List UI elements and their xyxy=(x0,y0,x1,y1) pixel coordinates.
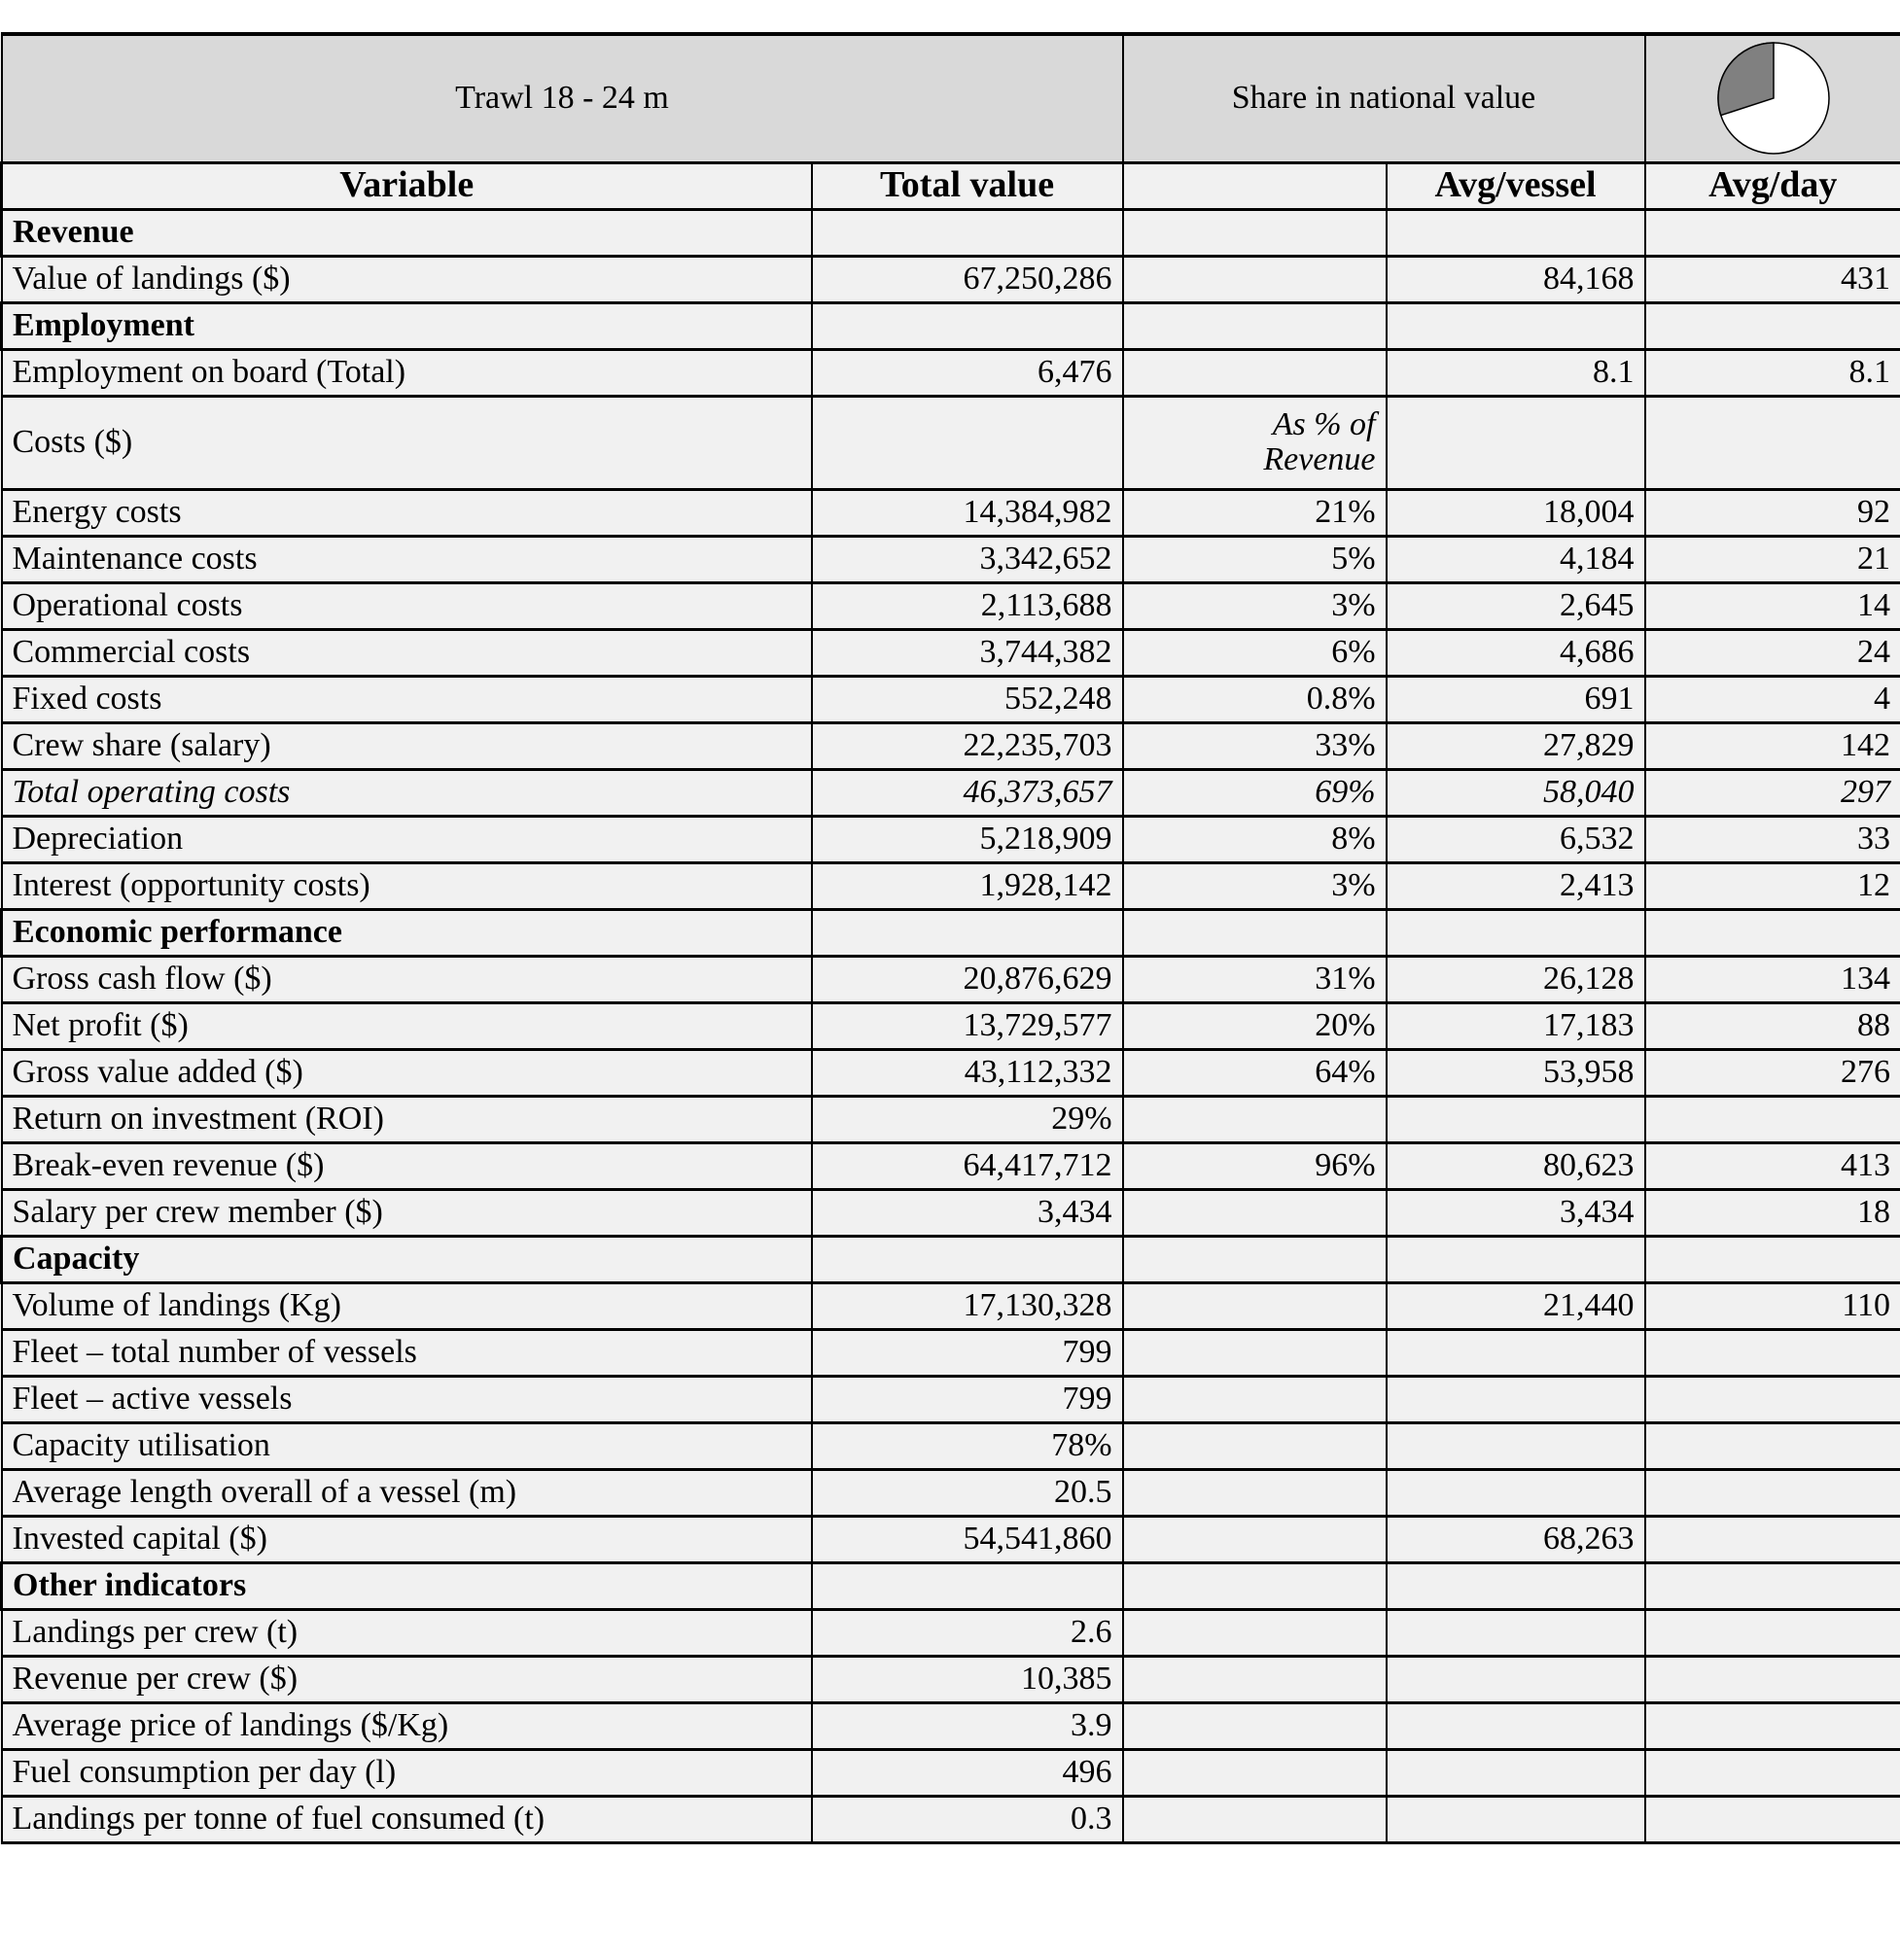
table-row xyxy=(2,769,1900,816)
section-header-label: Economic performance xyxy=(2,909,812,956)
cell-percent-of-revenue: 3% xyxy=(1123,582,1387,629)
cell-avg-per-vessel: 4,184 xyxy=(1387,536,1645,582)
cell-avg-per-day: 18 xyxy=(1645,1189,1900,1236)
column-header-avg-day: Avg/day xyxy=(1645,162,1900,209)
section-header-blank xyxy=(1123,909,1387,956)
cell-total-value: 2.6 xyxy=(812,1609,1123,1656)
column-header-variable: Variable xyxy=(2,162,812,209)
cell-total-value: 2,113,688 xyxy=(812,582,1123,629)
cell-total-value: 1,928,142 xyxy=(812,862,1123,909)
pie-chart-holder xyxy=(1656,36,1891,160)
cell-avg-per-vessel: 3,434 xyxy=(1387,1189,1645,1236)
column-header-percent xyxy=(1123,162,1387,209)
section-header-row xyxy=(2,396,1900,489)
cell-avg-per-vessel xyxy=(1387,1749,1645,1796)
cell-percent-of-revenue xyxy=(1123,1656,1387,1702)
row-label: Fuel consumption per day (l) xyxy=(2,1749,812,1796)
cell-avg-per-vessel: 8.1 xyxy=(1387,349,1645,396)
cell-total-value: 3,342,652 xyxy=(812,536,1123,582)
section-header-row xyxy=(2,1236,1900,1282)
table-row xyxy=(2,1096,1900,1142)
table-row xyxy=(2,1516,1900,1562)
section-header-label: Costs ($) xyxy=(2,396,812,489)
cell-avg-per-vessel: 26,128 xyxy=(1387,956,1645,1002)
cell-percent-of-revenue xyxy=(1123,1189,1387,1236)
cell-percent-of-revenue: 69% xyxy=(1123,769,1387,816)
column-header-avg-vessel: Avg/vessel xyxy=(1387,162,1645,209)
table-row xyxy=(2,1002,1900,1049)
cell-total-value: 3,434 xyxy=(812,1189,1123,1236)
table-row xyxy=(2,1609,1900,1656)
cell-avg-per-day: 21 xyxy=(1645,536,1900,582)
row-label: Total operating costs xyxy=(2,769,812,816)
row-label: Fleet – active vessels xyxy=(2,1376,812,1422)
section-header-blank xyxy=(1645,1562,1900,1609)
row-label: Capacity utilisation xyxy=(2,1422,812,1469)
cell-avg-per-day xyxy=(1645,1376,1900,1422)
cell-avg-per-vessel: 21,440 xyxy=(1387,1282,1645,1329)
cell-avg-per-vessel xyxy=(1387,1702,1645,1749)
section-header-blank xyxy=(1123,302,1387,349)
cell-avg-per-vessel: 80,623 xyxy=(1387,1142,1645,1189)
table-row xyxy=(2,256,1900,302)
cell-percent-of-revenue: 64% xyxy=(1123,1049,1387,1096)
section-header-blank xyxy=(812,909,1123,956)
section-header-blank xyxy=(1123,1236,1387,1282)
table-row xyxy=(2,582,1900,629)
cell-avg-per-day xyxy=(1645,1796,1900,1842)
cell-avg-per-day: 297 xyxy=(1645,769,1900,816)
row-label: Fleet – total number of vessels xyxy=(2,1329,812,1376)
cell-avg-per-day xyxy=(1645,1329,1900,1376)
table-row xyxy=(2,489,1900,536)
table-row xyxy=(2,536,1900,582)
row-label: Gross cash flow ($) xyxy=(2,956,812,1002)
table-row xyxy=(2,349,1900,396)
cell-total-value: 3.9 xyxy=(812,1702,1123,1749)
section-header-blank xyxy=(1645,1236,1900,1282)
cell-percent-of-revenue xyxy=(1123,1469,1387,1516)
cell-percent-of-revenue: 8% xyxy=(1123,816,1387,862)
column-header-total-value: Total value xyxy=(812,162,1123,209)
cell-percent-of-revenue: 33% xyxy=(1123,722,1387,769)
cell-total-value: 64,417,712 xyxy=(812,1142,1123,1189)
cell-total-value: 799 xyxy=(812,1376,1123,1422)
share-in-national-value-label: Share in national value xyxy=(1123,34,1645,162)
cell-avg-per-vessel xyxy=(1387,1656,1645,1702)
cell-total-value: 20.5 xyxy=(812,1469,1123,1516)
row-label: Average price of landings ($/Kg) xyxy=(2,1702,812,1749)
cell-total-value: 20,876,629 xyxy=(812,956,1123,1002)
row-label: Landings per tonne of fuel consumed (t) xyxy=(2,1796,812,1842)
cell-total-value: 799 xyxy=(812,1329,1123,1376)
cell-avg-per-vessel: 2,413 xyxy=(1387,862,1645,909)
row-label: Energy costs xyxy=(2,489,812,536)
cell-avg-per-day xyxy=(1645,1656,1900,1702)
cell-percent-of-revenue xyxy=(1123,1422,1387,1469)
cell-avg-per-vessel: 6,532 xyxy=(1387,816,1645,862)
cell-total-value: 496 xyxy=(812,1749,1123,1796)
section-header-row xyxy=(2,209,1900,256)
row-label: Crew share (salary) xyxy=(2,722,812,769)
cell-avg-per-day: 413 xyxy=(1645,1142,1900,1189)
row-label: Break-even revenue ($) xyxy=(2,1142,812,1189)
cell-percent-of-revenue: 0.8% xyxy=(1123,676,1387,722)
row-label: Employment on board (Total) xyxy=(2,349,812,396)
cell-avg-per-vessel xyxy=(1387,1469,1645,1516)
table-row xyxy=(2,1142,1900,1189)
cell-total-value: 29% xyxy=(812,1096,1123,1142)
fleet-economics-table-container xyxy=(0,32,1900,1844)
row-label: Return on investment (ROI) xyxy=(2,1096,812,1142)
cell-avg-per-vessel: 18,004 xyxy=(1387,489,1645,536)
cell-percent-of-revenue: 21% xyxy=(1123,489,1387,536)
row-label: Maintenance costs xyxy=(2,536,812,582)
row-label: Salary per crew member ($) xyxy=(2,1189,812,1236)
section-header-blank xyxy=(812,1562,1123,1609)
as-percent-line1: As % of xyxy=(1272,406,1376,443)
cell-percent-of-revenue: 3% xyxy=(1123,862,1387,909)
cell-avg-per-vessel: 68,263 xyxy=(1387,1516,1645,1562)
row-label: Value of landings ($) xyxy=(2,256,812,302)
section-header-label: Other indicators xyxy=(2,1562,812,1609)
cell-total-value: 67,250,286 xyxy=(812,256,1123,302)
table-row xyxy=(2,1469,1900,1516)
row-label: Interest (opportunity costs) xyxy=(2,862,812,909)
cell-avg-per-vessel xyxy=(1387,1609,1645,1656)
section-header-blank xyxy=(1387,909,1645,956)
cell-total-value: 14,384,982 xyxy=(812,489,1123,536)
cell-total-value: 54,541,860 xyxy=(812,1516,1123,1562)
table-row xyxy=(2,676,1900,722)
cell-total-value: 552,248 xyxy=(812,676,1123,722)
cell-avg-per-day: 88 xyxy=(1645,1002,1900,1049)
cell-total-value: 17,130,328 xyxy=(812,1282,1123,1329)
section-header-blank xyxy=(1645,302,1900,349)
cell-percent-of-revenue xyxy=(1123,1376,1387,1422)
as-percent-of-revenue-label xyxy=(1123,396,1387,489)
cell-avg-per-day: 276 xyxy=(1645,1049,1900,1096)
row-label: Operational costs xyxy=(2,582,812,629)
cell-percent-of-revenue xyxy=(1123,1702,1387,1749)
cell-avg-per-day: 4 xyxy=(1645,676,1900,722)
cell-avg-per-day: 134 xyxy=(1645,956,1900,1002)
cell-avg-per-day: 142 xyxy=(1645,722,1900,769)
row-label: Volume of landings (Kg) xyxy=(2,1282,812,1329)
table-row xyxy=(2,1422,1900,1469)
table-title-row xyxy=(2,34,1900,162)
row-label: Commercial costs xyxy=(2,629,812,676)
cell-avg-per-vessel: 53,958 xyxy=(1387,1049,1645,1096)
cell-total-value: 10,385 xyxy=(812,1656,1123,1702)
cell-avg-per-day xyxy=(1645,1422,1900,1469)
table-row xyxy=(2,956,1900,1002)
table-row xyxy=(2,1702,1900,1749)
section-header-blank xyxy=(1387,302,1645,349)
cell-avg-per-day: 8.1 xyxy=(1645,349,1900,396)
cell-avg-per-vessel: 27,829 xyxy=(1387,722,1645,769)
cell-avg-per-vessel xyxy=(1387,1329,1645,1376)
cell-avg-per-day xyxy=(1645,1469,1900,1516)
cell-avg-per-vessel: 17,183 xyxy=(1387,1002,1645,1049)
table-row xyxy=(2,1282,1900,1329)
cell-avg-per-day: 14 xyxy=(1645,582,1900,629)
cell-percent-of-revenue xyxy=(1123,1516,1387,1562)
cell-total-value: 43,112,332 xyxy=(812,1049,1123,1096)
fleet-economics-table xyxy=(0,32,1900,1844)
cell-avg-per-day xyxy=(1645,1749,1900,1796)
cell-avg-per-vessel xyxy=(1387,1376,1645,1422)
cell-total-value: 3,744,382 xyxy=(812,629,1123,676)
table-row xyxy=(2,1376,1900,1422)
cell-percent-of-revenue: 6% xyxy=(1123,629,1387,676)
row-label: Gross value added ($) xyxy=(2,1049,812,1096)
cell-total-value: 22,235,703 xyxy=(812,722,1123,769)
cell-total-value: 5,218,909 xyxy=(812,816,1123,862)
cell-total-value: 0.3 xyxy=(812,1796,1123,1842)
section-header-blank xyxy=(1645,909,1900,956)
cell-avg-per-day: 92 xyxy=(1645,489,1900,536)
cell-avg-per-vessel: 691 xyxy=(1387,676,1645,722)
section-header-blank xyxy=(1387,209,1645,256)
section-header-blank xyxy=(1123,1562,1387,1609)
cell-avg-per-day xyxy=(1645,1096,1900,1142)
cell-avg-per-day: 431 xyxy=(1645,256,1900,302)
section-header-blank xyxy=(812,1236,1123,1282)
table-row xyxy=(2,1189,1900,1236)
cell-percent-of-revenue xyxy=(1123,1096,1387,1142)
table-row xyxy=(2,629,1900,676)
section-header-row xyxy=(2,909,1900,956)
cell-total-value: 13,729,577 xyxy=(812,1002,1123,1049)
section-header-blank xyxy=(1387,1562,1645,1609)
section-header-blank xyxy=(1645,396,1900,489)
pie-chart-icon xyxy=(1713,38,1834,158)
cell-avg-per-vessel: 4,686 xyxy=(1387,629,1645,676)
cell-percent-of-revenue xyxy=(1123,349,1387,396)
cell-total-value: 46,373,657 xyxy=(812,769,1123,816)
table-row xyxy=(2,1656,1900,1702)
table-row xyxy=(2,1796,1900,1842)
page-title: Trawl 18 - 24 m xyxy=(2,34,1123,162)
cell-total-value: 6,476 xyxy=(812,349,1123,396)
cell-percent-of-revenue: 31% xyxy=(1123,956,1387,1002)
table-row xyxy=(2,1749,1900,1796)
table-row xyxy=(2,1049,1900,1096)
cell-percent-of-revenue xyxy=(1123,1609,1387,1656)
section-header-blank xyxy=(812,396,1123,489)
row-label: Average length overall of a vessel (m) xyxy=(2,1469,812,1516)
cell-avg-per-vessel xyxy=(1387,1796,1645,1842)
cell-avg-per-day: 12 xyxy=(1645,862,1900,909)
section-header-blank xyxy=(1123,209,1387,256)
cell-total-value: 78% xyxy=(812,1422,1123,1469)
cell-avg-per-vessel xyxy=(1387,1422,1645,1469)
cell-percent-of-revenue xyxy=(1123,1796,1387,1842)
section-header-blank xyxy=(812,209,1123,256)
table-row xyxy=(2,1329,1900,1376)
cell-percent-of-revenue: 96% xyxy=(1123,1142,1387,1189)
row-label: Fixed costs xyxy=(2,676,812,722)
table-row xyxy=(2,862,1900,909)
row-label: Depreciation xyxy=(2,816,812,862)
column-header-row xyxy=(2,162,1900,209)
cell-percent-of-revenue xyxy=(1123,256,1387,302)
cell-avg-per-day: 33 xyxy=(1645,816,1900,862)
cell-avg-per-day: 24 xyxy=(1645,629,1900,676)
cell-percent-of-revenue: 20% xyxy=(1123,1002,1387,1049)
section-header-blank xyxy=(1387,1236,1645,1282)
cell-avg-per-vessel xyxy=(1387,1096,1645,1142)
as-percent-line2: Revenue xyxy=(1263,441,1376,477)
cell-avg-per-day xyxy=(1645,1609,1900,1656)
cell-percent-of-revenue xyxy=(1123,1749,1387,1796)
table-row xyxy=(2,722,1900,769)
cell-avg-per-day: 110 xyxy=(1645,1282,1900,1329)
row-label: Net profit ($) xyxy=(2,1002,812,1049)
section-header-label: Revenue xyxy=(2,209,812,256)
row-label: Invested capital ($) xyxy=(2,1516,812,1562)
cell-percent-of-revenue xyxy=(1123,1282,1387,1329)
section-header-blank xyxy=(812,302,1123,349)
cell-percent-of-revenue: 5% xyxy=(1123,536,1387,582)
section-header-row xyxy=(2,302,1900,349)
cell-avg-per-day xyxy=(1645,1702,1900,1749)
section-header-label: Employment xyxy=(2,302,812,349)
section-header-label: Capacity xyxy=(2,1236,812,1282)
cell-percent-of-revenue xyxy=(1123,1329,1387,1376)
section-header-blank xyxy=(1387,396,1645,489)
cell-avg-per-vessel: 2,645 xyxy=(1387,582,1645,629)
row-label: Landings per crew (t) xyxy=(2,1609,812,1656)
share-pie-chart-cell xyxy=(1645,34,1900,162)
cell-avg-per-vessel: 58,040 xyxy=(1387,769,1645,816)
row-label: Revenue per crew ($) xyxy=(2,1656,812,1702)
cell-avg-per-vessel: 84,168 xyxy=(1387,256,1645,302)
table-row xyxy=(2,816,1900,862)
cell-avg-per-day xyxy=(1645,1516,1900,1562)
section-header-blank xyxy=(1645,209,1900,256)
section-header-row xyxy=(2,1562,1900,1609)
